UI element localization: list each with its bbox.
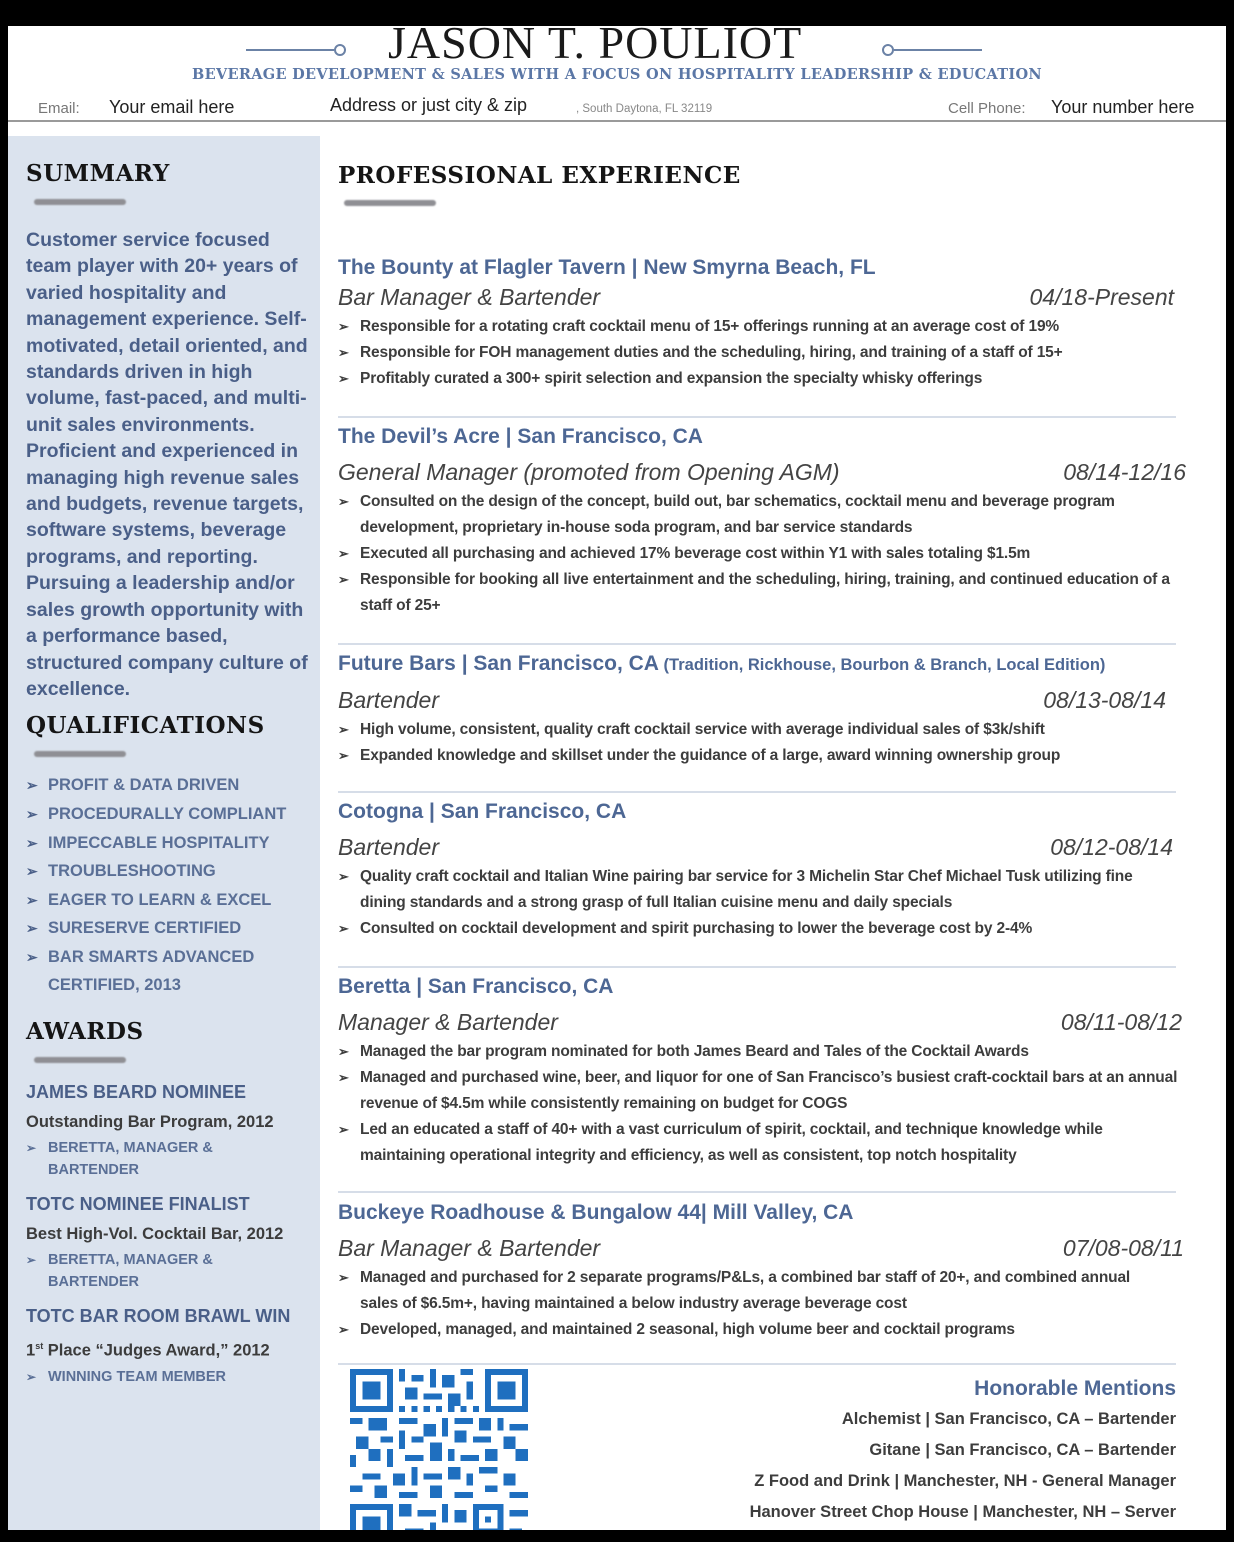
arrow-bullet-icon: ➢ <box>26 805 38 822</box>
job-bullet: ➢ Managed and purchased wine, beer, and liquor for one of San Francisco’s busiest craft-cocktail bars at an annual revenue of $4.5m while consistently remaining on budget for COGS <box>338 1065 1188 1117</box>
arrow-bullet-icon: ➢ <box>26 1253 37 1268</box>
arrow-bullet-icon: ➢ <box>26 948 38 965</box>
job-company: Future Bars | San Francisco, CA (Tradition, Rickhouse, Bourbon & Branch, Local Edition) <box>338 652 1106 675</box>
job-entry <box>338 973 1188 1169</box>
arrow-bullet-icon: ➢ <box>338 1044 349 1059</box>
professional-tagline: BEVERAGE DEVELOPMENT & SALES WITH A FOCUS ON HOSPITALITY LEADERSHIP & EDUCATION <box>192 66 1042 83</box>
honorable-mentions <box>750 1374 1176 1528</box>
decorative-line-right-icon <box>882 44 982 56</box>
job-dates: 08/11-08/12 <box>1060 1009 1182 1035</box>
job-role: Manager & Bartender <box>338 1009 558 1035</box>
arrow-bullet-icon: ➢ <box>26 777 38 794</box>
candidate-name: JASON T. POULIOT <box>388 26 803 68</box>
job-bullets <box>338 314 1188 392</box>
sidebar <box>8 136 320 1530</box>
job-bullet: ➢ Developed, managed, and maintained 2 seasonal, high volume beer and cocktail programs <box>338 1317 1158 1343</box>
arrow-bullet-icon: ➢ <box>26 834 38 851</box>
arrow-bullet-icon: ➢ <box>338 345 349 360</box>
heading-underline <box>34 1057 126 1063</box>
job-company: Cotogna | San Francisco, CA <box>338 800 627 823</box>
job-separator <box>338 1363 1176 1365</box>
arrow-bullet-icon: ➢ <box>26 1369 37 1384</box>
honorable-mentions-list <box>750 1404 1176 1528</box>
arrow-bullet-icon: ➢ <box>338 494 349 509</box>
heading-underline <box>34 751 126 757</box>
job-role: Bar Manager & Bartender <box>338 284 601 310</box>
arrow-bullet-icon: ➢ <box>338 869 349 884</box>
qualification-item: ➢ PROFIT & DATA DRIVEN <box>26 771 320 800</box>
award-item <box>26 1301 320 1388</box>
arrow-bullet-icon: ➢ <box>338 1122 349 1137</box>
qr-code-icon[interactable] <box>350 1369 528 1530</box>
job-bullet: ➢ High volume, consistent, quality craft cocktail service with average individual sales of $3k/shift <box>338 717 1188 743</box>
award-note: ➢ WINNING TEAM MEMBER <box>26 1366 256 1388</box>
phone-value[interactable]: Your number here <box>1051 97 1195 117</box>
job-dates: 08/14-12/16 <box>1063 459 1186 485</box>
job-bullet: ➢ Expanded knowledge and skillset under the guidance of a large, award winning ownership group <box>338 743 1188 769</box>
award-item <box>26 1077 320 1181</box>
job-role: Bar Manager & Bartender <box>338 1235 601 1261</box>
award-item <box>26 1189 320 1293</box>
job-company: Buckeye Roadhouse & Bungalow 44| Mill Valley, CA <box>338 1201 854 1224</box>
job-bullet: ➢ Managed the bar program nominated for both James Beard and Tales of the Cocktail Awards <box>338 1039 1188 1065</box>
resume-page <box>8 26 1226 1530</box>
job-bullet: ➢ Led an educated a staff of 40+ with a vast curriculum of spirit, cocktail, and technique knowledge while maintaining operational integrity and efficiency, as well as consistent, top notch hospitality <box>338 1117 1188 1169</box>
qualifications-list <box>26 771 320 1000</box>
job-separator <box>338 416 1176 418</box>
address-city: , South Daytona, FL 32119 <box>576 103 713 115</box>
arrow-bullet-icon: ➢ <box>26 1141 37 1156</box>
qualification-item: ➢ BAR SMARTS ADVANCED CERTIFIED, 2013 <box>26 943 286 1000</box>
job-bullets <box>338 1039 1188 1169</box>
job-company: The Devil’s Acre | San Francisco, CA <box>338 425 703 448</box>
award-detail: 1st Place “Judges Award,” 2012 <box>26 1341 270 1360</box>
heading-underline <box>34 199 126 205</box>
qualification-item: ➢ PROCEDURALLY COMPLIANT <box>26 800 320 829</box>
honorable-mentions-heading: Honorable Mentions <box>974 1377 1176 1400</box>
summary-text: Customer service focused team player with 20+ years of varied hospitality and management experience. Self-motivated, detail oriented, and standards driven in high volume, fast-paced, and multi-unit sales environments. Proficient and experienced in managing high revenue sales and budgets, revenue targets, software systems, beverage programs, and reporting. Pursuing a leadership and/or sales growth opportunity with a performance based, structured company culture of excellence. <box>26 229 308 700</box>
arrow-bullet-icon: ➢ <box>26 920 38 937</box>
job-entry <box>338 254 1188 392</box>
honorable-mention-item: Alchemist | San Francisco, CA – Bartender <box>841 1410 1176 1428</box>
arrow-bullet-icon: ➢ <box>338 1322 349 1337</box>
job-entry <box>338 798 1188 942</box>
arrow-bullet-icon: ➢ <box>338 921 349 936</box>
job-dates: 07/08-08/11 <box>1062 1235 1184 1261</box>
job-bullet: ➢ Consulted on the design of the concept, build out, bar schematics, cocktail menu and beverage program development, proprietary in-house soda program, and bar service standards <box>338 489 1178 541</box>
qualifications-heading: QUALIFICATIONS <box>26 712 265 740</box>
address-value: Address or just city & zip <box>330 95 528 115</box>
arrow-bullet-icon: ➢ <box>338 1270 349 1285</box>
arrow-bullet-icon: ➢ <box>26 891 38 908</box>
job-bullet: ➢ Executed all purchasing and achieved 17% beverage cost within Y1 with sales totaling $1.5m <box>338 541 1178 567</box>
job-bullet: ➢ Managed and purchased for 2 separate programs/P&Ls, a combined bar staff of 20+, and combined annual sales of $6.5m+, having maintained a below industry average beverage cost <box>338 1265 1158 1317</box>
job-separator <box>338 966 1176 968</box>
honorable-mention-item: Z Food and Drink | Manchester, NH - General Manager <box>754 1472 1176 1490</box>
awards-heading: AWARDS <box>26 1018 144 1046</box>
job-separator <box>338 791 1176 793</box>
job-role: General Manager (promoted from Opening AGM) <box>338 459 840 485</box>
arrow-bullet-icon: ➢ <box>338 748 349 763</box>
award-title: JAMES BEARD NOMINEE <box>26 1082 247 1103</box>
job-entry <box>338 423 1188 619</box>
job-bullet: ➢ Profitably curated a 300+ spirit selection and expansion the specialty whisky offerings <box>338 366 1188 392</box>
email-value[interactable]: Your email here <box>109 97 235 117</box>
job-bullets <box>338 864 1168 942</box>
award-note: ➢ BERETTA, MANAGER & BARTENDER <box>26 1249 256 1293</box>
award-title: TOTC NOMINEE FINALIST <box>26 1194 250 1215</box>
arrow-bullet-icon: ➢ <box>338 722 349 737</box>
summary-heading: SUMMARY <box>26 160 170 187</box>
award-detail: Outstanding Bar Program, 2012 <box>26 1113 274 1132</box>
award-detail: Best High-Vol. Cocktail Bar, 2012 <box>26 1225 284 1244</box>
arrow-bullet-icon: ➢ <box>26 863 38 880</box>
arrow-bullet-icon: ➢ <box>338 319 349 334</box>
email-label: Email: <box>38 100 80 117</box>
phone-label: Cell Phone: <box>948 100 1026 117</box>
job-bullet: ➢ Responsible for booking all live entertainment and the scheduling, hiring, training, and continued education of a staff of 25+ <box>338 567 1178 619</box>
decorative-line-left-icon <box>246 44 346 56</box>
job-bullet: ➢ Responsible for FOH management duties and the scheduling, hiring, and training of a staff of 15+ <box>338 340 1188 366</box>
job-dates: 04/18-Present <box>1029 284 1174 310</box>
heading-underline <box>344 200 436 206</box>
job-company: The Bounty at Flagler Tavern | New Smyrna Beach, FL <box>338 256 876 279</box>
job-dates: 08/13-08/14 <box>1043 687 1166 713</box>
honorable-mention-item: Gitane | San Francisco, CA – Bartender <box>869 1441 1176 1459</box>
job-entry <box>338 1199 1188 1343</box>
job-separator <box>338 643 1176 645</box>
award-title: TOTC BAR ROOM BRAWL WIN <box>26 1306 291 1327</box>
qualification-item: ➢ SURESERVE CERTIFIED <box>26 914 320 943</box>
arrow-bullet-icon: ➢ <box>338 1070 349 1085</box>
resume-header <box>8 26 1226 141</box>
job-bullet: ➢ Responsible for a rotating craft cocktail menu of 15+ offerings running at an average cost of 19% <box>338 314 1188 340</box>
job-bullets <box>338 717 1188 769</box>
award-note: ➢ BERETTA, MANAGER & BARTENDER <box>26 1137 256 1181</box>
qualification-item: ➢ TROUBLESHOOTING <box>26 857 320 886</box>
job-entry <box>338 650 1188 769</box>
job-separator <box>338 1191 1176 1193</box>
contact-row <box>8 94 1226 122</box>
qualification-item: ➢ EAGER TO LEARN & EXCEL <box>26 886 320 915</box>
arrow-bullet-icon: ➢ <box>338 371 349 386</box>
main-content <box>338 136 1198 1530</box>
honorable-mention-item: Hanover Street Chop House | Manchester, NH – Server <box>749 1503 1176 1521</box>
experience-heading: PROFESSIONAL EXPERIENCE <box>338 162 741 189</box>
job-role: Bartender <box>338 687 440 713</box>
qualification-item: ➢ IMPECCABLE HOSPITALITY <box>26 829 320 858</box>
job-bullet: ➢ Consulted on cocktail development and spirit purchasing to lower the beverage cost by 2-4% <box>338 916 1168 942</box>
job-dates: 08/12-08/14 <box>1050 834 1173 860</box>
job-bullets <box>338 489 1178 619</box>
job-company: Beretta | San Francisco, CA <box>338 975 614 998</box>
job-bullets <box>338 1265 1158 1343</box>
arrow-bullet-icon: ➢ <box>338 572 349 587</box>
arrow-bullet-icon: ➢ <box>338 546 349 561</box>
job-role: Bartender <box>338 834 440 860</box>
job-bullet: ➢ Quality craft cocktail and Italian Wine pairing bar service for 3 Michelin Star Chef Michael Tusk utilizing fine dining standards and a strong grasp of full Italian cuisine menu and daily specials <box>338 864 1168 916</box>
